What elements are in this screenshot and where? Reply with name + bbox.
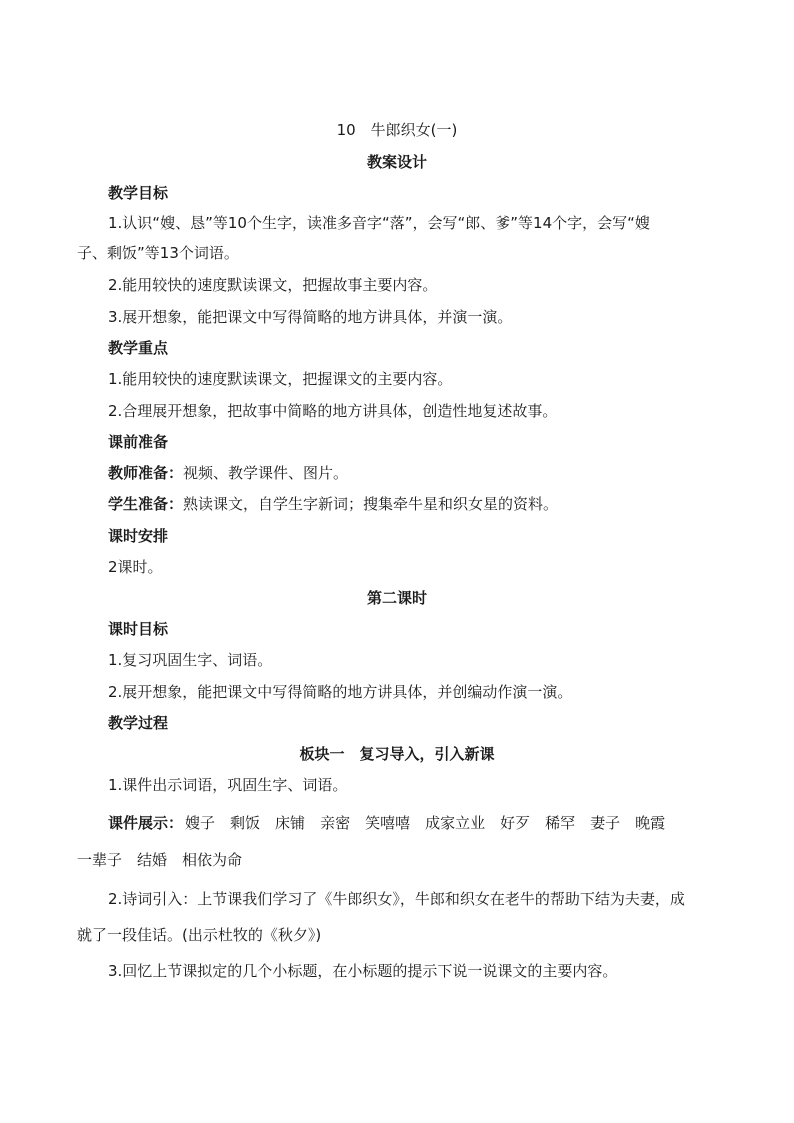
word-item: 好歹 — [500, 814, 531, 832]
word-item: 嫂子 — [185, 814, 216, 832]
word-item: 晚霞 — [635, 814, 666, 832]
teacher-prep-label: 教师准备： — [108, 464, 184, 482]
word-item: 稀罕 — [545, 814, 576, 832]
word-item: 笑嘻嘻 — [365, 814, 411, 832]
word-list-label: 课件展示： — [108, 814, 184, 832]
lesson-goals-heading: 课时目标 — [108, 620, 169, 638]
word-list-row-2: 一辈子 结婚 相依为命 — [77, 851, 243, 869]
step-2-line-a: 2.诗词引入：上节课我们学习了《牛郎织女》，牛郎和织女在老牛的帮助下结为夫妻，成 — [108, 890, 685, 908]
goal-1-line-a: 1.认识“嫂、恳”等10个生字，读准多音字“落”，会写“郎、爹”等14个字，会写“嫂 — [108, 214, 650, 232]
goals-heading: 教学目标 — [108, 184, 169, 202]
word-item: 床铺 — [275, 814, 306, 832]
step-3: 3.回忆上节课拟定的几个小标题，在小标题的提示下说一说课文的主要内容。 — [108, 962, 618, 980]
teacher-prep-text: 视频、教学课件、图片。 — [183, 464, 349, 482]
process-heading: 教学过程 — [108, 714, 169, 732]
key-point-2: 2.合理展开想象，把故事中简略的地方讲具体，创造性地复述故事。 — [108, 402, 558, 420]
goal-2: 2.能用较快的速度默读课文，把握故事主要内容。 — [108, 276, 438, 294]
step-2-line-b: 就了一段佳话。(出示杜牧的《秋夕》) — [77, 926, 322, 944]
schedule-heading: 课时安排 — [108, 527, 169, 545]
student-prep — [108, 494, 558, 514]
page-subtitle: 教案设计 — [366, 153, 427, 171]
student-prep-text: 熟读课文，自学生字新词；搜集牵牛星和织女星的资料。 — [183, 495, 559, 513]
key-point-1: 1.能用较快的速度默读课文，把握课文的主要内容。 — [108, 370, 453, 388]
teacher-prep — [108, 463, 348, 483]
schedule-text: 2课时。 — [108, 558, 163, 576]
key-points-heading: 教学重点 — [108, 339, 169, 357]
goal-1-line-b: 子、剩饭”等13个词语。 — [77, 244, 239, 262]
lesson-heading: 第二课时 — [366, 589, 427, 607]
lesson-goal-2: 2.展开想象，能把课文中写得简略的地方讲具体，并创编动作演一演。 — [108, 683, 573, 701]
goal-3: 3.展开想象，能把课文中写得简略的地方讲具体，并演一演。 — [108, 308, 513, 326]
student-prep-label: 学生准备： — [108, 495, 184, 513]
step-1: 1.课件出示词语，巩固生字、词语。 — [108, 776, 348, 794]
prep-heading: 课前准备 — [108, 433, 169, 451]
lesson-goal-1: 1.复习巩固生字、词语。 — [108, 651, 273, 669]
word-item: 成家立业 — [425, 814, 486, 832]
word-item: 剩饭 — [230, 814, 261, 832]
word-item: 亲密 — [320, 814, 351, 832]
word-item: 妻子 — [590, 814, 621, 832]
page-title: 10 牛郎织女(一) — [336, 121, 458, 139]
block-1-heading: 板块一 复习导入，引入新课 — [299, 745, 495, 763]
word-list-row-1 — [108, 813, 665, 833]
